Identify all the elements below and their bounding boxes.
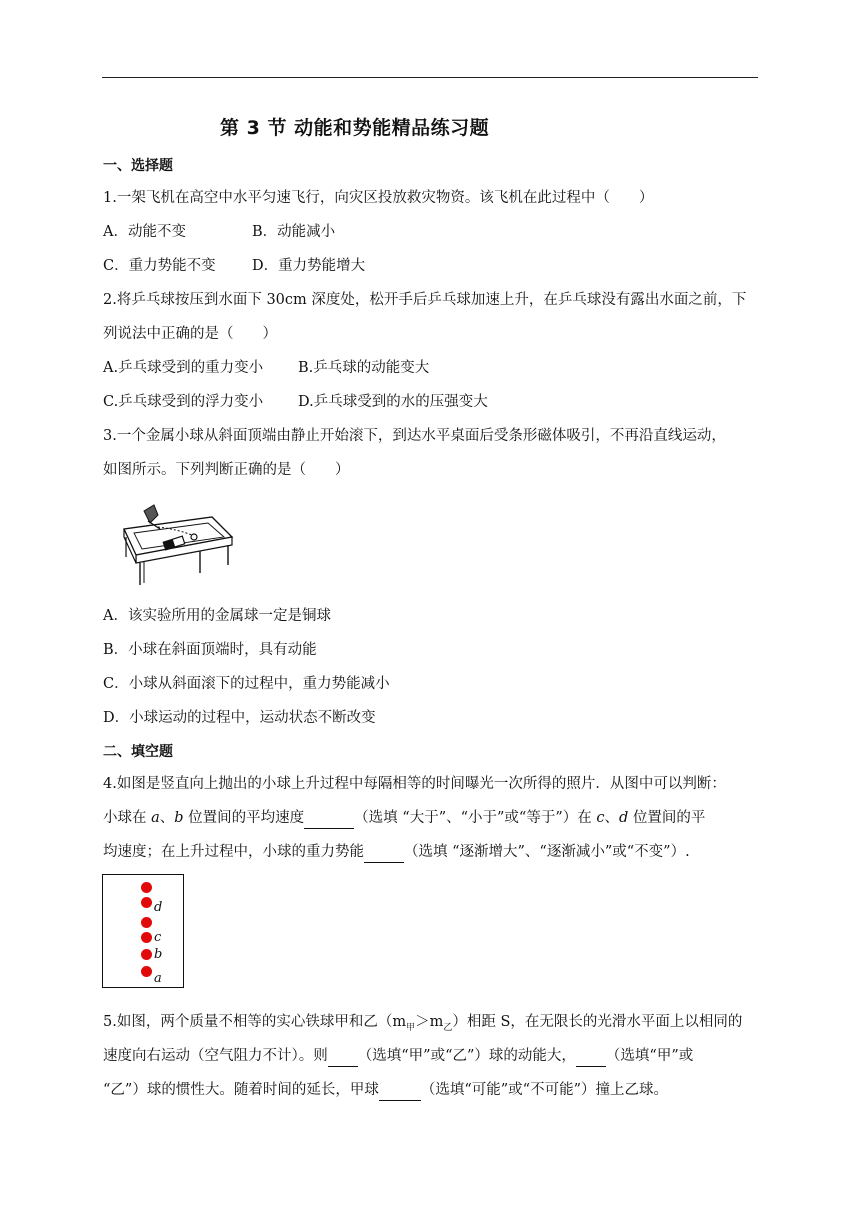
q4-blank-2 [364, 842, 404, 863]
label-c: c [154, 930, 162, 945]
ball-photo-figure [102, 874, 184, 988]
q5-line3: “乙”）球的惯性大。随着时间的延长，甲球 （选填“可能”或“不可能”）撞上乙球。 [103, 1080, 668, 1101]
q4-line2: 小球在 a、b 位置间的平均速度 （选填 “大于”、“小于”或“等于”）在 c、d 位置间的平 [103, 808, 705, 829]
q5-blank-2 [576, 1046, 606, 1067]
q3-option-c: C．小球从斜面滚下的过程中，重力势能减小 [103, 676, 390, 692]
incline-magnet-figure [114, 497, 236, 589]
q5-blank-3 [379, 1080, 421, 1101]
q2-option-b: B.乒乓球的动能变大 [298, 360, 430, 376]
q3-stem-line1: 3.一个金属小球从斜面顶端由静止开始滚下，到达水平桌面后受条形磁体吸引，不再沿直线运动， [103, 428, 726, 444]
q2-stem-line1: 2.将乒乓球按压到水面下 30cm 深度处，松开手后乒乓球加速上升，在乒乓球没有露出水面之前，下 [103, 292, 747, 308]
ball-image [141, 966, 152, 977]
q1-option-c: C．重力势能不变 [103, 258, 216, 274]
q5-line1: 5.如图，两个质量不相等的实心铁球甲和乙$(m_甲>m_乙)$相距 S，在无限长的光滑水平面上以相同的 [103, 1014, 743, 1033]
ball-image [141, 932, 152, 943]
q5-line2: 速度向右运动（空气阻力不计）。则 （选填“甲”或“乙”）球的动能大， （选填“甲”或 [103, 1046, 693, 1067]
q1-option-a: A．动能不变 [103, 224, 186, 240]
q4-line1: 4.如图是竖直向上抛出的小球上升过程中每隔相等的时间曝光一次所得的照片．从图中可以判断： [103, 776, 726, 792]
label-a: a [154, 971, 162, 986]
ball-image [141, 917, 152, 928]
q2-option-a: A.乒乓球受到的重力变小 [103, 360, 264, 376]
section-choice-heading: 一、选择题 [103, 158, 173, 174]
q1-option-b: B．动能减小 [252, 224, 336, 240]
q4-line3: 均速度；在上升过程中，小球的重力势能 （选填 “逐渐增大”、“逐渐减小”或“不变”）. [103, 842, 690, 863]
q2-option-d: D.乒乓球受到的水的压强变大 [298, 394, 488, 410]
q4-blank-1 [304, 808, 354, 829]
q5-blank-1 [328, 1046, 358, 1067]
label-b: b [154, 947, 163, 962]
q1-option-d: D．重力势能增大 [252, 258, 366, 274]
q3-option-d: D．小球运动的过程中，运动状态不断改变 [103, 710, 376, 726]
ball-image [141, 949, 152, 960]
header-rule [102, 77, 758, 78]
q3-stem-line2: 如图所示。下列判断正确的是（ ） [103, 462, 350, 478]
q1-stem: 1.一架飞机在高空中水平匀速飞行，向灾区投放救灾物资。该飞机在此过程中（ ） [103, 190, 654, 206]
ball-image [141, 882, 152, 893]
q3-option-a: A．该实验所用的金属球一定是铜球 [103, 608, 331, 624]
q3-option-b: B．小球在斜面顶端时，具有动能 [103, 642, 317, 658]
page-title: 第 3 节 动能和势能精品练习题 [220, 117, 490, 139]
section-fill-heading: 二、填空题 [103, 744, 173, 760]
ball-image [141, 897, 152, 908]
q2-option-c: C.乒乓球受到的浮力变小 [103, 394, 264, 410]
q2-stem-line2: 列说法中正确的是（ ） [103, 326, 277, 342]
label-d: d [154, 900, 163, 915]
